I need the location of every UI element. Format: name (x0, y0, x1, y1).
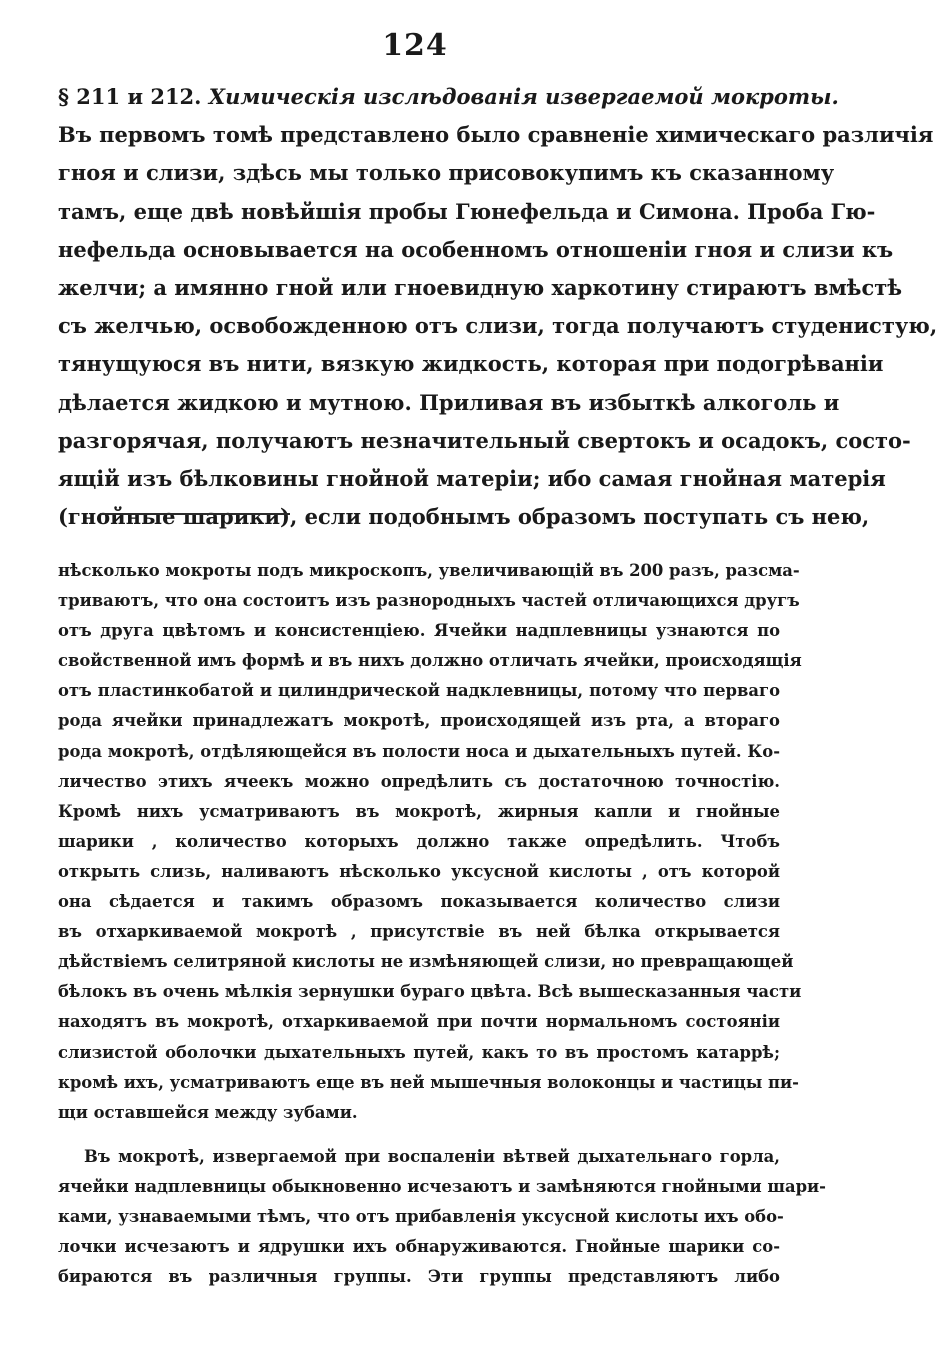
footnote-text (58, 556, 826, 1292)
footnote-line: кромѣ ихъ, усматриваютъ еще въ ней мышечныя волоконцы и частицы пи- (58, 1072, 799, 1092)
footnote-line: шарики , количество которыхъ должно также опредѣлить. Чтобъ (58, 831, 780, 851)
footnote-line: Кромѣ нихъ усматриваютъ въ мокротѣ, жирныя капли и гнойные (58, 801, 780, 821)
footnote-line: Въ мокротѣ, извергаемой при воспаленіи вѣтвей дыхательнаго горла, (84, 1146, 780, 1166)
main-line: дѣлается жидкою и мутною. Приливая въ избыткѣ алкоголь и (58, 389, 840, 415)
section-title: Химическія изслѣдованія извергаемой мокроты. (208, 84, 839, 109)
footnote-line: открыть слизь, наливаютъ нѣсколько уксусной кислоты , отъ которой (58, 861, 780, 881)
main-line: разгорячая, получаютъ незначительный свертокъ и осадокъ, состо- (58, 427, 911, 453)
footnote-line: ками, узнаваемыми тѣмъ, что отъ прибавленія уксусной кислоты ихъ обо- (58, 1206, 784, 1226)
footnote-line: бираются въ различныя группы. Эти группы представляютъ либо (58, 1267, 780, 1287)
footnote-line: она сѣдается и такимъ образомъ показывается количество слизи (58, 892, 780, 912)
paragraph-gap (58, 1128, 780, 1142)
main-line: желчи; а имянно гной или гноевидную харкотину стираютъ вмѣстѣ (58, 275, 903, 301)
footnote-line: находятъ въ мокротѣ, отхаркиваемой при почти нормальномъ состояніи (58, 1012, 780, 1032)
main-line: (гнойные шарики), если подобнымъ образомъ поступать съ нею, (58, 504, 870, 530)
footnote-line: лочки исчезаютъ и ядрушки ихъ обнаруживаются. Гнойные шарики со- (58, 1237, 780, 1257)
main-line: Въ первомъ томѣ представлено было сравненіе химическаго различія (58, 122, 934, 148)
page-number: 124 (382, 28, 448, 63)
footnote-line: бѣлокъ въ очень мѣлкія зернушки бураго цвѣта. Всѣ вышесказанныя части (58, 982, 802, 1002)
footnote-line: въ отхаркиваемой мокротѣ , присутствіе въ ней бѣлка открывается (58, 922, 780, 942)
main-line: тамъ, еще двѣ новѣйшія пробы Гюнефельда и Симона. Проба Гю- (58, 198, 876, 224)
footnote-line: слизистой оболочки дыхательныхъ путей, какъ то въ простомъ катаррѣ; (58, 1042, 780, 1062)
main-line: съ желчью, освобожденною отъ слизи, тогда получаютъ студенистую, (58, 313, 937, 339)
footnote-line: ячейки надплевницы обыкновенно исчезаютъ и замѣняются гнойными шари- (58, 1176, 826, 1196)
footnote-line: личество этихъ ячеекъ можно опредѣлить съ достаточною точностію. (58, 771, 780, 791)
footnote-line: рода ячейки принадлежатъ мокротѣ, происходящей изъ рта, а втораго (58, 711, 780, 731)
footnote-line: нѣсколько мокроты подъ микроскопъ, увеличивающій въ 200 разъ, разсма- (58, 561, 800, 580)
footnote-line: свойственной имъ формѣ и въ нихъ должно отличать ячейки, происходящія (58, 651, 802, 671)
footnote-separator (100, 513, 290, 515)
main-line: гноя и слизи, здѣсь мы только присовокупимъ къ сказанному (58, 160, 835, 186)
footnote-line: рода мокротѣ, отдѣляющейся въ полости носа и дыхательныхъ путей. Ко- (58, 741, 780, 761)
footnote-line: отъ пластинкобатой и цилиндрической надклевницы, потому что перваго (58, 681, 780, 701)
main-line: ящій изъ бѣлковины гнойной матеріи; ибо самая гнойная матерія (58, 466, 886, 492)
footnote-line: щи оставшейся между зубами. (58, 1102, 358, 1122)
main-line: нефельда основывается на особенномъ отношеніи гноя и слизи къ (58, 236, 894, 262)
footnote-line: триваютъ, что она состоитъ изъ разнородныхъ частей отличающихся другъ (58, 591, 800, 611)
section-number: § 211 и 212. (58, 84, 202, 109)
footnote-line: отъ друга цвѣтомъ и консистенціею. Ячейки надплевницы узнаются по (58, 621, 780, 641)
section-heading (58, 78, 839, 116)
footnote-line: дѣйствіемъ селитряной кислоты не измѣняющей слизи, но превращающей (58, 952, 794, 972)
main-text (58, 78, 937, 536)
main-line: тянущуюся въ нити, вязкую жидкость, которая при подогрѣваніи (58, 351, 884, 377)
